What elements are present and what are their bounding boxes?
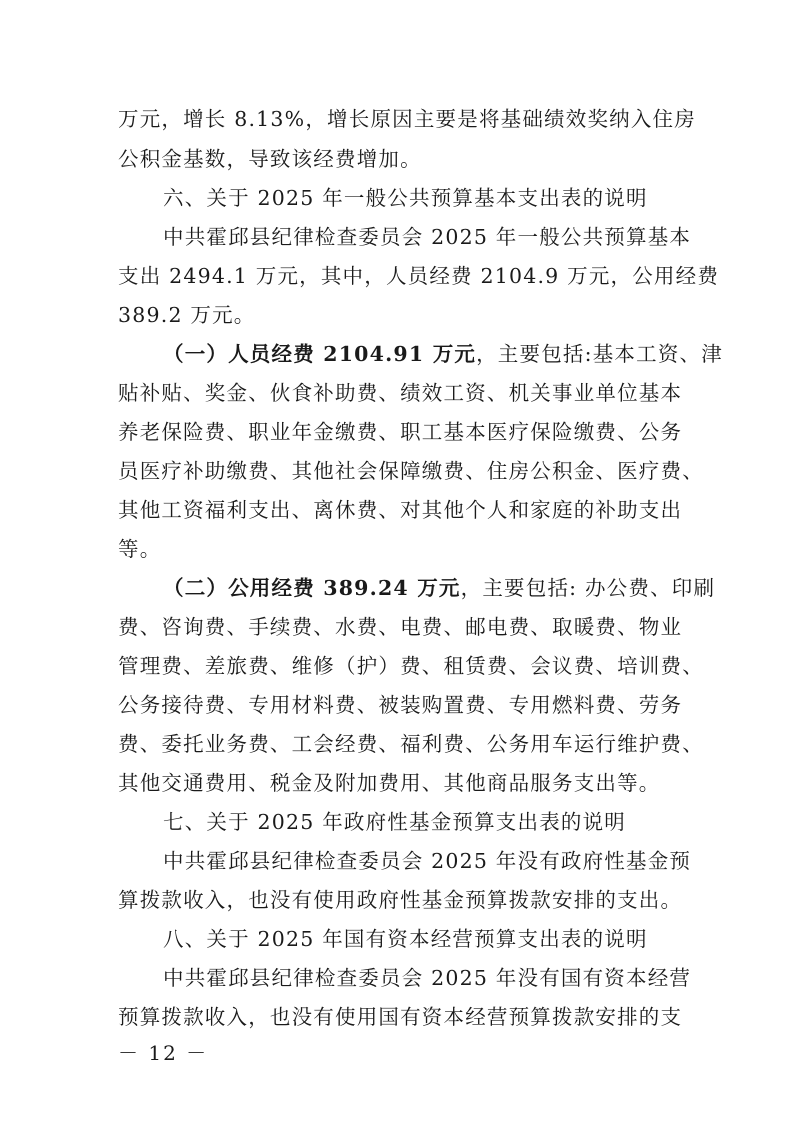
paragraph-line: 员医疗补助缴费、其他社会保障缴费、住房公积金、医疗费、 bbox=[118, 459, 704, 483]
paragraph-line: 贴补贴、奖金、伙食补助费、绩效工资、机关事业单位基本 bbox=[118, 381, 683, 405]
section-heading-7: 七、关于 2025 年政府性基金预算支出表的说明 bbox=[163, 810, 627, 834]
paragraph-line: 预算拨款收入，也没有使用国有资本经营预算拨款安排的支 bbox=[118, 1005, 683, 1029]
paragraph-line: 公务接待费、专用材料费、被装购置费、专用燃料费、劳务 bbox=[118, 693, 683, 717]
paragraph-line: 算拨款收入，也没有使用政府性基金预算拨款安排的支出。 bbox=[118, 888, 683, 912]
paragraph-text: ，主要包括:基本工资、津 bbox=[476, 342, 723, 366]
paragraph-line: 389.2 万元。 bbox=[118, 303, 256, 327]
paragraph-line: 其他交通费用、税金及附加费用、其他商品服务支出等。 bbox=[118, 771, 661, 795]
paragraph-line: 中共霍邱县纪律检查委员会 2025 年一般公共预算基本 bbox=[163, 225, 692, 249]
paragraph-line: 万元，增长 8.13%，增长原因主要是将基础绩效奖纳入住房 bbox=[118, 107, 696, 131]
paragraph-line: 其他工资福利支出、离休费、对其他个人和家庭的补助支出 bbox=[118, 498, 683, 522]
section-heading-8: 八、关于 2025 年国有资本经营预算支出表的说明 bbox=[163, 927, 648, 951]
paragraph-line: 中共霍邱县纪律检查委员会 2025 年没有政府性基金预 bbox=[163, 849, 692, 873]
paragraph-line: 等。 bbox=[118, 537, 162, 561]
paragraph-line: 支出 2494.1 万元，其中，人员经费 2104.9 万元，公用经费 bbox=[118, 264, 720, 288]
paragraph-line bbox=[163, 573, 723, 603]
personnel-expense-lead: （一）人员经费 2104.91 万元 bbox=[163, 342, 477, 366]
paragraph-line: 公积金基数，导致该经费增加。 bbox=[118, 147, 422, 171]
public-expense-lead: （二）公用经费 389.24 万元 bbox=[163, 576, 461, 600]
paragraph-line: 养老保险费、职业年金缴费、职工基本医疗保险缴费、公务 bbox=[118, 420, 683, 444]
paragraph-line: 中共霍邱县纪律检查委员会 2025 年没有国有资本经营 bbox=[163, 966, 692, 990]
paragraph-line: 费、委托业务费、工会经费、福利费、公务用车运行维护费、 bbox=[118, 732, 704, 756]
paragraph-text: ，主要包括: 办公费、印刷 bbox=[460, 576, 716, 600]
paragraph-line: 管理费、差旅费、维修（护）费、租赁费、会议费、培训费、 bbox=[118, 654, 704, 678]
page-number: － 12 － bbox=[118, 1041, 209, 1065]
paragraph-line bbox=[163, 339, 723, 369]
paragraph-line: 费、咨询费、手续费、水费、电费、邮电费、取暖费、物业 bbox=[118, 615, 683, 639]
section-heading-6: 六、关于 2025 年一般公共预算基本支出表的说明 bbox=[163, 186, 648, 210]
